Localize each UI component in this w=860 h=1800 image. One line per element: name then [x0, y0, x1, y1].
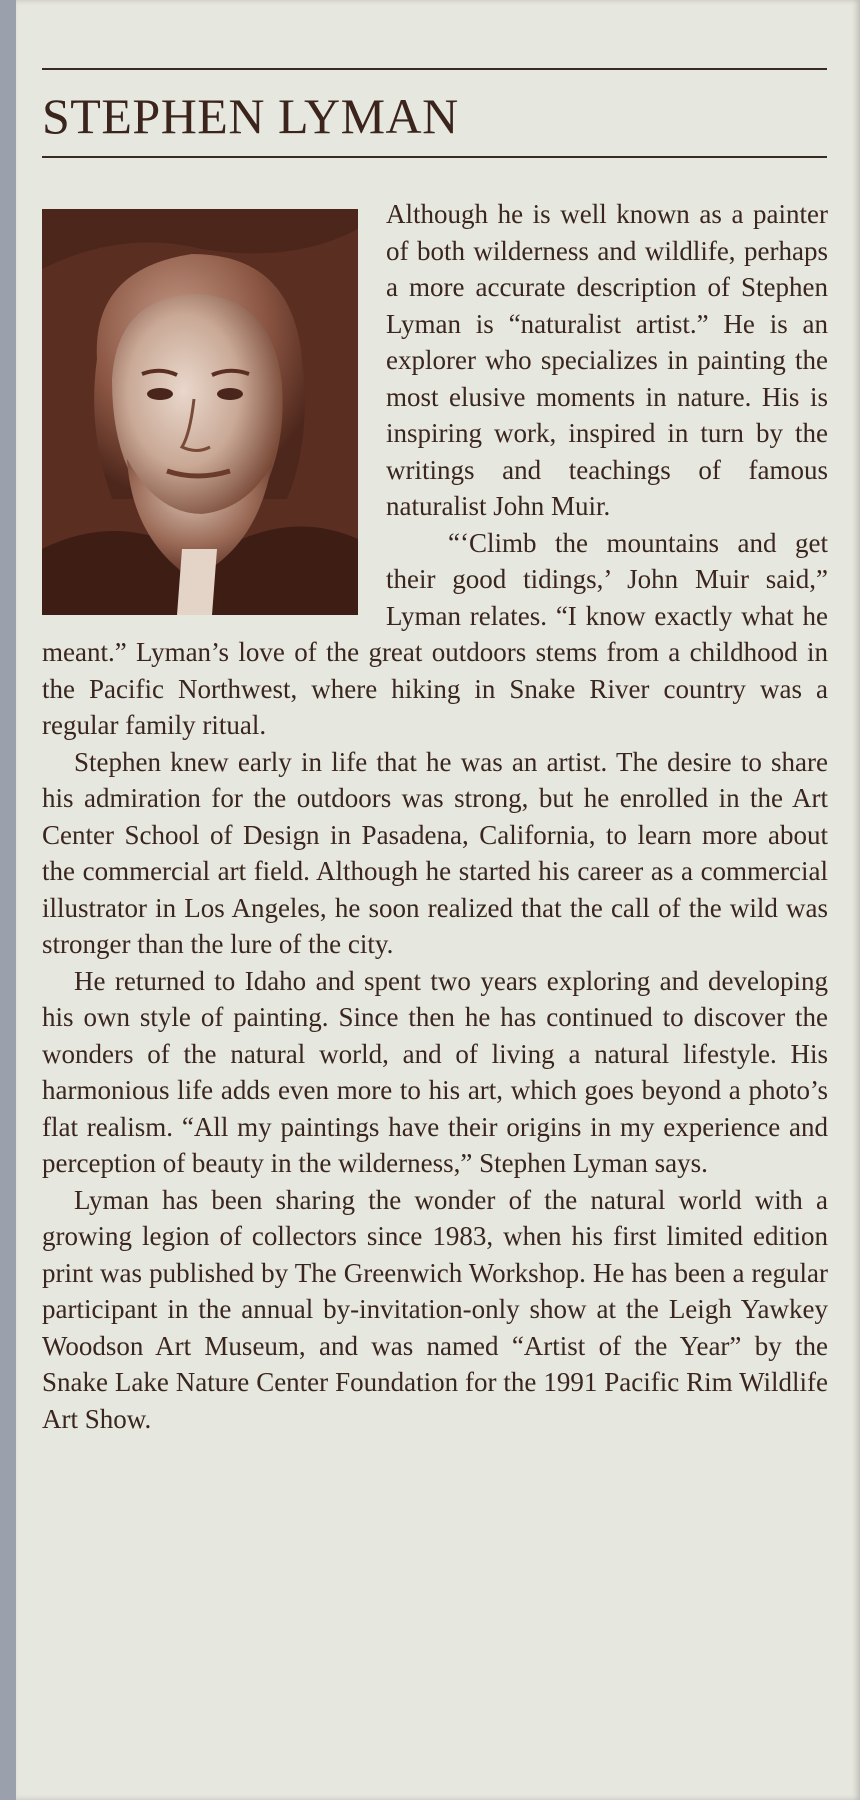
paragraph-3: Stephen knew early in life that he was an artist. The desire to share his admiration for the outdoors was strong, but he enrolled in the Art Center School of Design in Pasadena, California, to learn more about the commercial art field. Although he started his career as a commercial illustrator in Los Angeles, he soon realized that the call of the wild was stronger than the lure of the city. [42, 746, 828, 959]
title-rule-top [42, 68, 827, 70]
page-title: STEPHEN LYMAN [42, 88, 459, 144]
paragraph-5: Lyman has been sharing the wonder of the natural world with a growing legion of collectors since 1983, when his first limited edition print was published by The Greenwich Workshop. He has been a regular participant in the annual by-invitation-only show at the Leigh Yawkey Woodson Art Museum, and was named “Artist of the Year” by the Snake Lake Nature Center Foundation for the 1991 Pacific Rim Wildlife Art Show. [42, 1184, 828, 1434]
document-page [16, 0, 860, 1800]
paragraph-4: He returned to Idaho and spent two years exploring and developing his own style of painting. Since then he has continued to discover the wonders of the natural world, and of living a natural lifestyle. His harmonious life adds even more to his art, which goes beyond a photo’s flat realism. “All my paintings have their origins in my experience and perception of beauty in the wilderness,” Stephen Lyman says. [42, 965, 828, 1178]
paragraph-1: Although he is well known as a painter of both wilderness and wildlife, perhaps a more accurate description of Stephen Lyman is “naturalist artist.” He is an explorer who specializes in painting the most elusive moments in nature. His is inspiring work, inspired in turn by the writings and teachings of famous naturalist John Muir. [386, 199, 828, 521]
paragraph-2: “‘Climb the mountains and get their good tidings,’ John Muir said,” Lyman relates. “I know exactly what he meant.” Lyman’s love of the great outdoors stems from a childhood in the Pacific Northwest, where hiking in Snake River country was a regular family ritual. [42, 527, 828, 740]
photo-wrap-spacer [42, 196, 386, 626]
article-body [42, 196, 828, 1437]
title-rule-bottom [42, 156, 827, 158]
